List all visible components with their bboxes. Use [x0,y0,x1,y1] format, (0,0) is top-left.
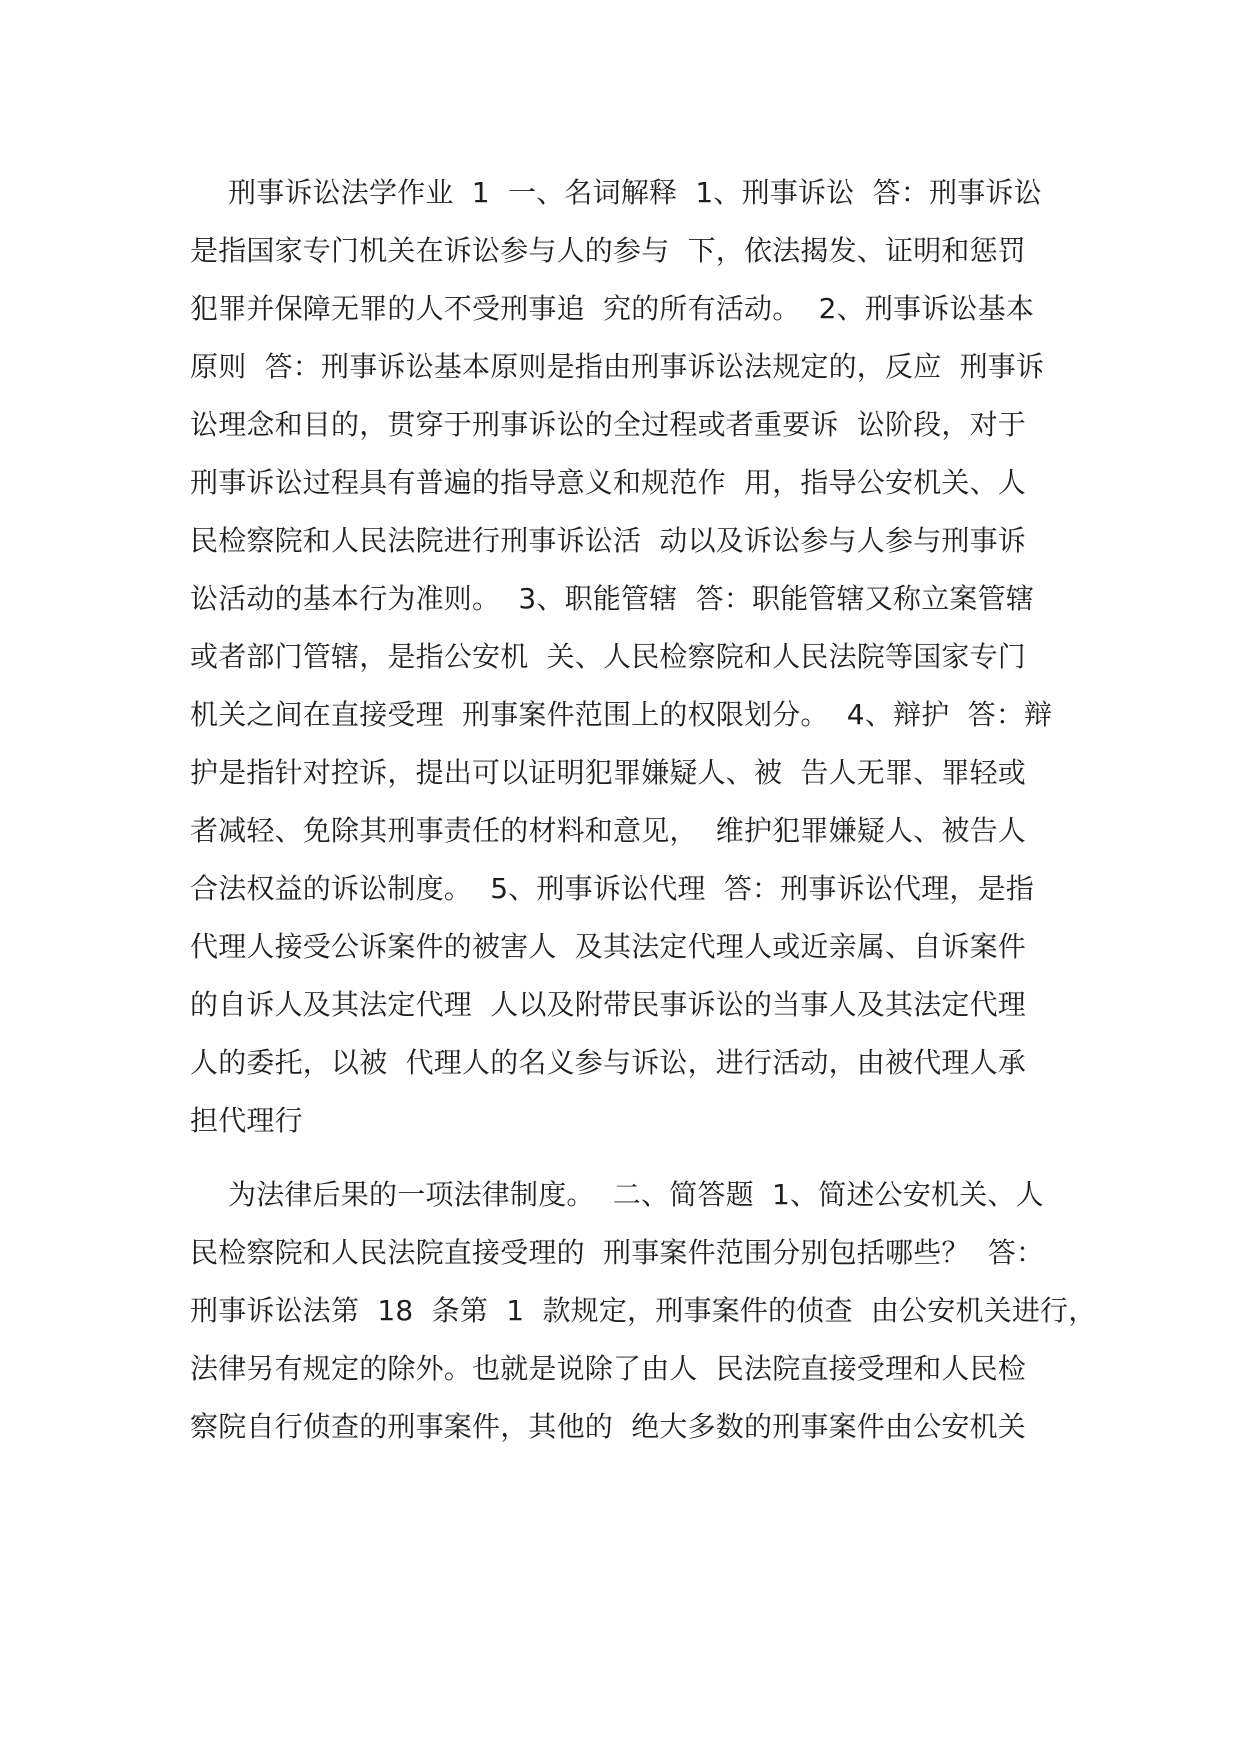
text-line: 原则 答：刑事诉讼基本原则是指由刑事诉讼法规定的，反应 刑事诉 [190,350,1045,383]
text-line: 代理人接受公诉案件的被害人 及其法定代理人或近亲属、自诉案件 [190,930,1027,963]
text-line: 犯罪并保障无罪的人不受刑事追 究的所有活动。 2、刑事诉讼基本 [190,292,1035,325]
text-line: 人的委托，以被 代理人的名义参与诉讼，进行活动，由被代理人承 [190,1046,1027,1079]
text-line: 刑事诉讼法学作业 1 一、名词解释 1、刑事诉讼 答：刑事诉讼 [228,176,1042,209]
text-line: 担代理行 [190,1104,303,1137]
text-line: 合法权益的诉讼制度。 5、刑事诉讼代理 答：刑事诉讼代理，是指 [190,872,1035,905]
text-line: 讼活动的基本行为准则。 3、职能管辖 答：职能管辖又称立案管辖 [190,582,1035,615]
text-line: 机关之间在直接受理 刑事案件范围上的权限划分。 4、辩护 答：辩 [190,698,1053,731]
text-line: 护是指针对控诉，提出可以证明犯罪嫌疑人、被 告人无罪、罪轻或 [190,756,1027,789]
text-line: 民检察院和人民法院直接受理的 刑事案件范围分别包括哪些？ 答： [190,1236,1045,1269]
text-line: 民检察院和人民法院进行刑事诉讼活 动以及诉讼参与人参与刑事诉 [190,524,1027,557]
text-line: 为法律后果的一项法律制度。 二、简答题 1、简述公安机关、人 [228,1178,1044,1211]
text-line: 或者部门管辖，是指公安机 关、人民检察院和人民法院等国家专门 [190,640,1027,673]
text-line: 讼理念和目的，贯穿于刑事诉讼的全过程或者重要诉 讼阶段，对于 [190,408,1027,441]
text-line: 者减轻、免除其刑事责任的材料和意见， 维护犯罪嫌疑人、被告人 [190,814,1027,847]
text-line: 法律另有规定的除外。也就是说除了由人 民法院直接受理和人民检 [190,1352,1027,1385]
document-body [190,164,1097,1456]
text-line: 是指国家专门机关在诉讼参与人的参与 下，依法揭发、证明和惩罚 [190,234,1027,267]
text-line: 察院自行侦查的刑事案件，其他的 绝大多数的刑事案件由公安机关 [190,1410,1027,1443]
text-line: 刑事诉讼过程具有普遍的指导意义和规范作 用，指导公安机关、人 [190,466,1027,499]
text-line: 的自诉人及其法定代理 人以及附带民事诉讼的当事人及其法定代理 [190,988,1027,1021]
text-line: 刑事诉讼法第 18 条第 1 款规定，刑事案件的侦查 由公安机关进行， [190,1294,1097,1327]
